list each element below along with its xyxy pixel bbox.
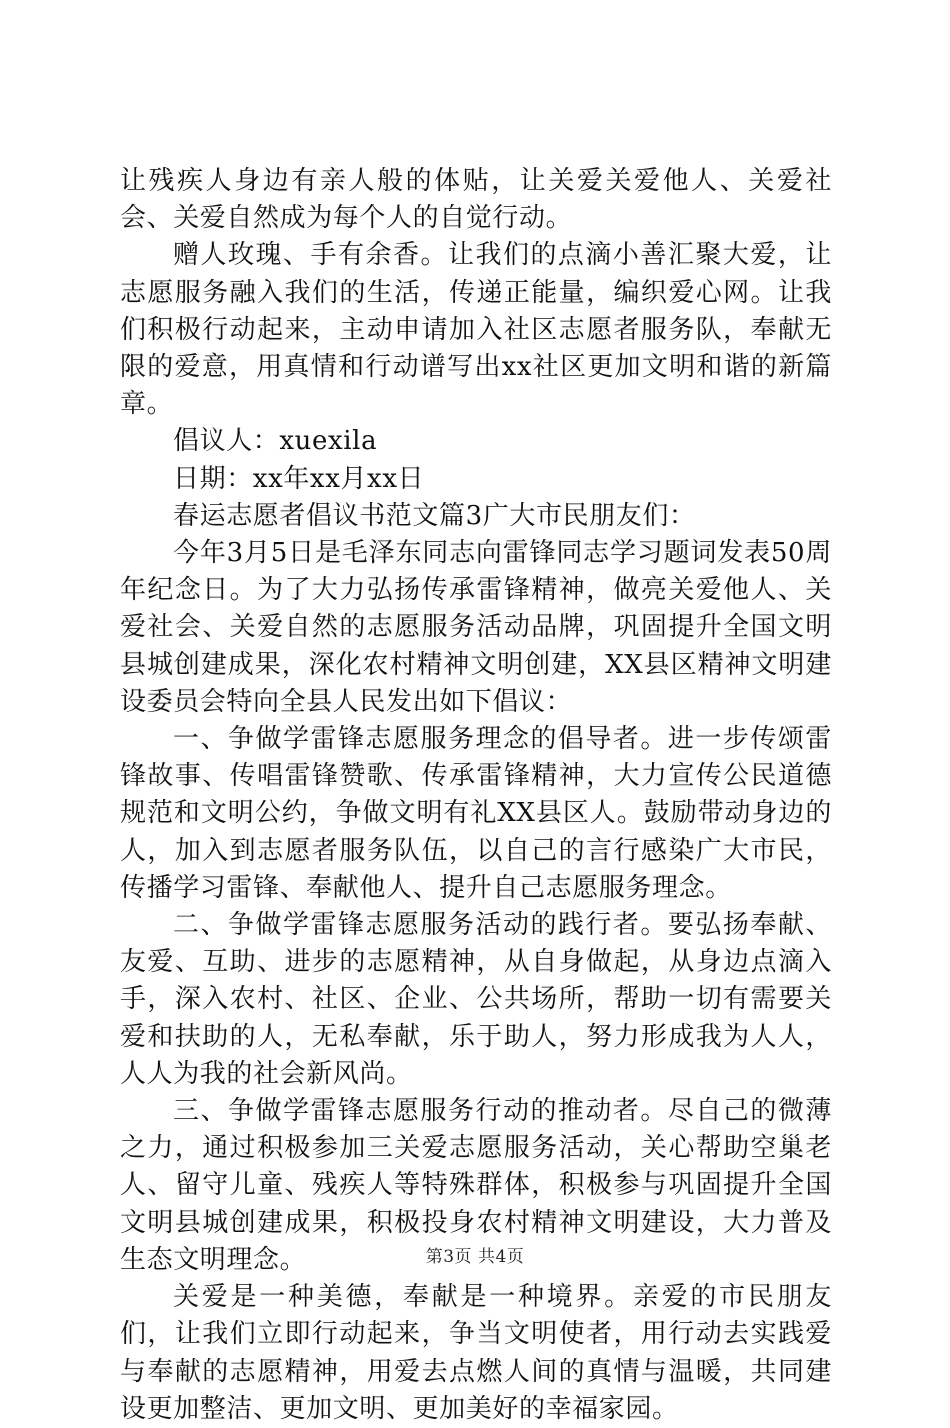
paragraph-2: 赠人玫瑰、手有余香。让我们的点滴小善汇聚大爱，让志愿服务融入我们的生活，传递正能量，编织爱心网。让我们积极行动起来，主动申请加入社区志愿者服务队，奉献无限的爱意，用真情和行动谱写出xx社区更加文明和谐的新篇章。	[120, 240, 832, 420]
paragraph-closing: 关爱是一种美德，奉献是一种境界。亲爱的市民朋友们，让我们立即行动起来，争当文明使者，用行动去实践爱与奉献的志愿精神，用爱去点燃人间的真情与温暖，共同建设更加整洁、更加文明、更加美好的幸福家园。	[120, 1282, 832, 1424]
paragraph-intro: 今年3月5日是毛泽东同志向雷锋同志学习题词发表50周年纪念日。为了大力弘扬传承雷锋精神，做亮关爱他人、关爱社会、关爱自然的志愿服务活动品牌，巩固提升全国文明县城创建成果，深化农村精神文明创建，XX县区精神文明建设委员会特向全县人民发出如下倡议：	[120, 538, 832, 717]
document-body	[120, 163, 832, 1428]
proposer-line: 倡议人：xuexila	[173, 426, 378, 457]
paragraph-1: 让残疾人身边有亲人般的体贴，让关爱关爱他人、关爱社会、关爱自然成为每个人的自觉行动。	[120, 166, 832, 234]
paragraph-point-3: 三、争做学雷锋志愿服务行动的推动者。尽自己的微薄之力，通过积极参加三关爱志愿服务活动，关心帮助空巢老人、留守儿童、残疾人等特殊群体，积极参与巩固提升全国文明县城创建成果，积极投身农村精神文明建设，大力普及生态文明理念。	[120, 1096, 832, 1275]
paragraph-point-1: 一、争做学雷锋志愿服务理念的倡导者。进一步传颂雷锋故事、传唱雷锋赞歌、传承雷锋精神，大力宣传公民道德规范和文明公约，争做文明有礼XX县区人。鼓励带动身边的人，加入到志愿者服务队伍，以自己的言行感染广大市民，传播学习雷锋、奉献他人、提升自己志愿服务理念。	[120, 724, 832, 903]
paragraph-point-2: 二、争做学雷锋志愿服务活动的践行者。要弘扬奉献、友爱、互助、进步的志愿精神，从自身做起，从身边点滴入手，深入农村、社区、企业、公共场所，帮助一切有需要关爱和扶助的人，无私奉献，乐于助人，努力形成我为人人，人人为我的社会新风尚。	[120, 910, 832, 1089]
date-line: 日期：xx年xx月xx日	[173, 463, 425, 494]
page-number-footer: 第3页 共4页	[425, 1247, 525, 1267]
section-heading: 春运志愿者倡议书范文篇3广大市民朋友们：	[173, 500, 696, 531]
